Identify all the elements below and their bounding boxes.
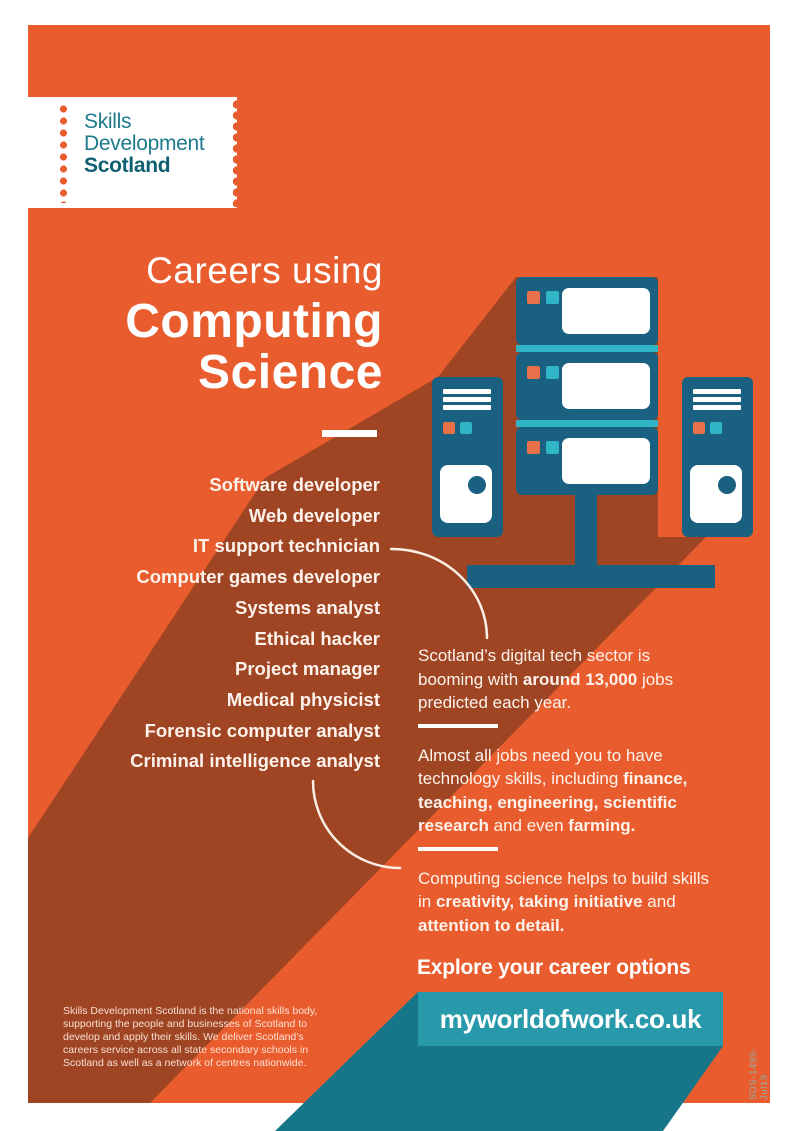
logo-scalloped-edge [232, 99, 242, 207]
info-block: Scotland’s digital tech sector is booming with around 13,000 jobs predicted each year. [418, 646, 674, 712]
unit-drive-panel [562, 288, 650, 334]
unit-led-teal [546, 291, 559, 304]
banner-link[interactable]: myworldofwork.co.uk [439, 1004, 702, 1034]
career-item: Computer games developer [136, 566, 380, 588]
network-cable-horizontal [467, 565, 715, 588]
server-illustration [432, 277, 753, 537]
server-unit [516, 352, 658, 420]
career-item: Medical physicist [226, 688, 380, 710]
server-unit [516, 277, 658, 345]
door-button [718, 476, 736, 494]
careers-list [130, 470, 380, 777]
career-item: Software developer [209, 474, 380, 495]
career-item: IT support technician [192, 535, 380, 557]
career-item: Systems analyst [234, 596, 380, 618]
server-tower-left [432, 377, 503, 537]
logo-line-skills: Skills [84, 110, 132, 133]
title-underline [322, 430, 377, 437]
server-stack [516, 277, 658, 495]
unit-drive-panel [562, 363, 650, 409]
footer-small-print: Skills Development Scotland is the national skills body, supporting the people and businesses of Scotland to develop and apply their skills. We deliver Scotland’s careers service across all state secondary schools in Scotland as well as a network of centres nationwide. [63, 1005, 318, 1069]
server-tower-right [682, 377, 753, 537]
career-item: Criminal intelligence analyst [130, 750, 380, 772]
unit-led-teal [546, 366, 559, 379]
sds-logo [28, 97, 237, 208]
print-reference-code: SDS-1499-Jul19 [748, 1047, 770, 1100]
unit-led-teal [546, 441, 559, 454]
header-eyebrow: Careers using [146, 250, 383, 291]
url-banner [418, 992, 723, 1046]
tower-vent-stripe [443, 389, 491, 394]
tower-led-teal [460, 422, 472, 434]
unit-led-orange [527, 441, 540, 454]
career-item: Forensic computer analyst [144, 719, 380, 741]
logo-line-scotland: Scotland [84, 154, 171, 177]
title-line-1: Computing [125, 295, 383, 348]
stack-separator [516, 420, 658, 427]
unit-drive-panel [562, 438, 650, 484]
door-button [468, 476, 486, 494]
info-block: Almost all jobs need you to have technology skills, including finance, teaching, engineering, scientific research and even farming. [418, 745, 688, 835]
tower-door [440, 465, 492, 523]
stack-separator [516, 345, 658, 352]
tower-vent-stripe [693, 397, 741, 402]
info-block: Computing science helps to build skills in creativity, taking initiative and attention to detail. [418, 868, 710, 935]
info-divider [418, 724, 498, 728]
logo-line-development: Development [84, 132, 205, 155]
tower-led-teal [710, 422, 722, 434]
logo-text [84, 111, 204, 177]
info-blocks [418, 644, 720, 937]
career-item: Ethical hacker [254, 627, 380, 649]
tower-vent-stripe [443, 405, 491, 410]
career-item: Web developer [248, 504, 380, 526]
tower-door [690, 465, 742, 523]
logo-dots-decoration [59, 103, 68, 203]
explore-heading: Explore your career options [417, 956, 691, 979]
unit-led-orange [527, 366, 540, 379]
poster-title [125, 296, 383, 398]
tower-vent-stripe [443, 397, 491, 402]
server-unit [516, 427, 658, 495]
tower-vent-stripe [693, 389, 741, 394]
title-line-2: Science [198, 346, 383, 399]
unit-led-orange [527, 291, 540, 304]
career-item: Project manager [235, 658, 380, 680]
tower-vent-stripe [693, 405, 741, 410]
tower-led-orange [693, 422, 705, 434]
tower-led-orange [443, 422, 455, 434]
info-divider [418, 847, 498, 851]
